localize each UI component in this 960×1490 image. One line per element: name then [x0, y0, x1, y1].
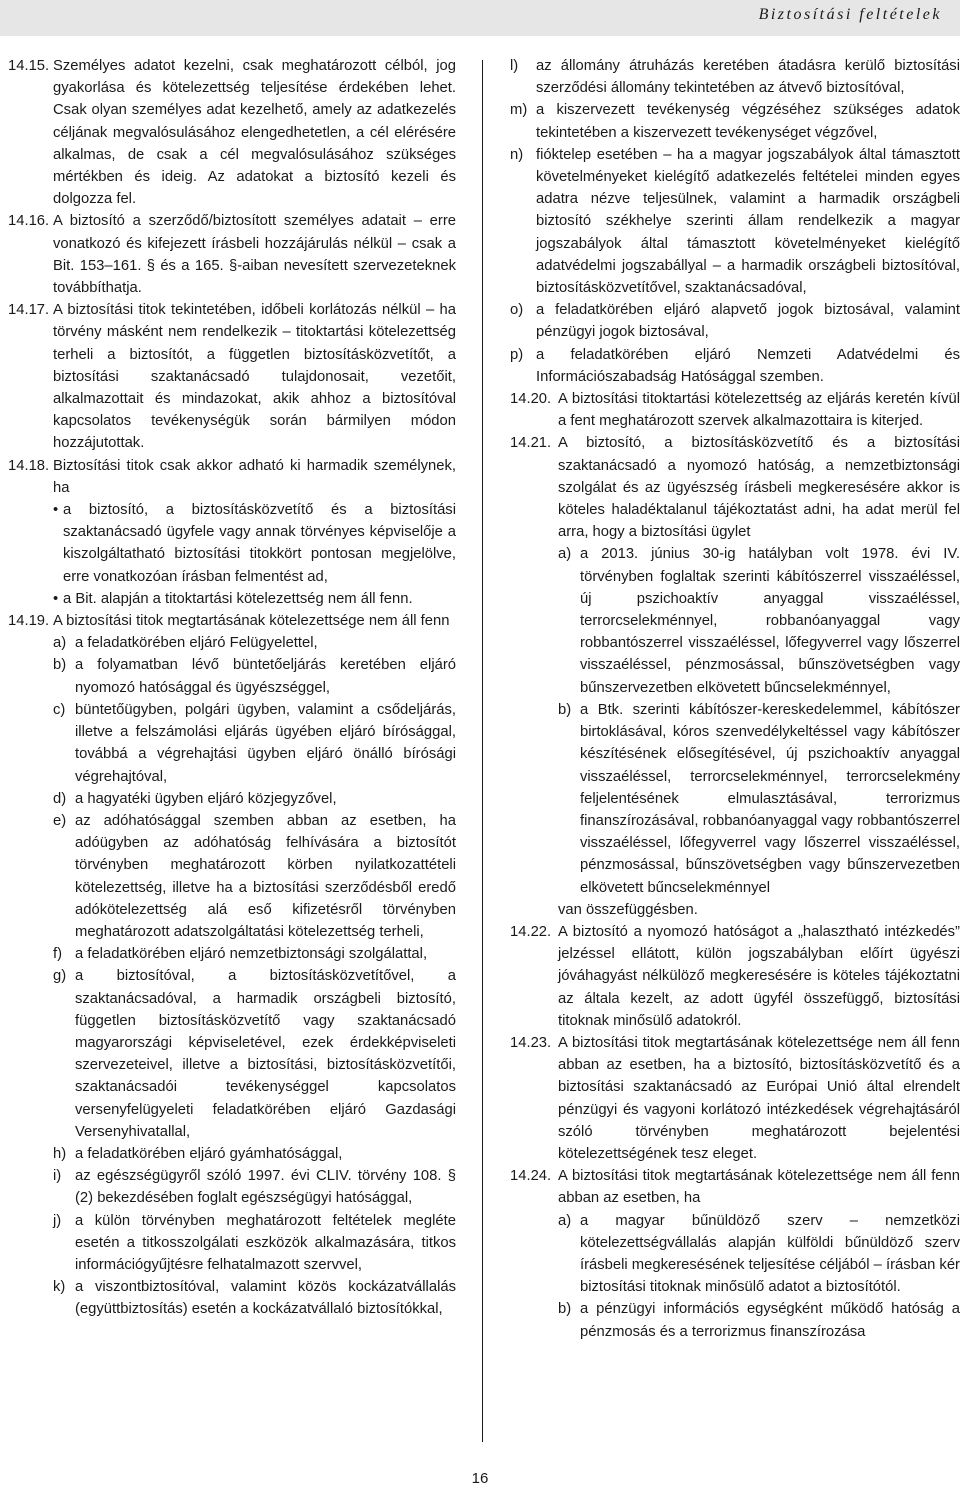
- item-letter: n): [510, 146, 524, 163]
- list-item: [53, 943, 456, 965]
- list-item: [53, 788, 456, 810]
- section-14-23: [510, 1032, 960, 1165]
- item-text: fióktelep esetében – ha a magyar jogszabályok által támasztott követelményeket kielégítő adatkezelés feltételei minden egyes adatra nézve teljesülnek, valamint a harmadik országbeli biztosító székhelye szerinti állam rendelkezik a magyar jogszabályok által támasztott követelményeket kielégítő adatvédelmi jogszabállyal – a harmadik országbeli biztosítóval, biztosításközvetítővel, szaktanácsadóval,: [536, 146, 960, 297]
- section-text: A biztosítási titok megtartásának kötelezettsége nem áll fenn abban az esetben, ha a biztosító, biztosításközvetítő és a biztosítási szaktanácsadó az Európai Unió által elrendelt pénzügyi és vagyoni korlátozó intézkedések végrehajtásáról szóló törvényben meghatározott bejelentési kötelezettségének tesz eleget.: [558, 1034, 960, 1162]
- section-14-20: [510, 388, 960, 432]
- section-text: Biztosítási titok csak akkor adható ki harmadik személynek, ha: [53, 457, 456, 496]
- item-letter: h): [53, 1145, 67, 1162]
- list-item: [510, 55, 960, 99]
- section-number: 14.24.: [510, 1168, 552, 1185]
- item-letter: f): [53, 946, 63, 963]
- item-text: a külön törvényben meghatározott feltételek megléte esetén a titkosszolgálati eszközök alkalmazására, titkos információgyűjtésre felhatalmazott szervvel,: [75, 1212, 456, 1273]
- item-text: az egészségügyről szóló 1997. évi CLIV. törvény 108. § (2) bekezdésében foglalt egészségügyi hatósággal,: [75, 1168, 456, 1207]
- page-number: 16: [471, 1470, 489, 1487]
- section-text: A biztosítási titok megtartásának kötelezettsége nem áll fenn: [53, 613, 450, 630]
- item-letter: m): [510, 102, 528, 119]
- list-item: [510, 144, 960, 299]
- list-item: [510, 99, 960, 143]
- section-number: 14.16.: [8, 213, 50, 230]
- section-number: 14.15.: [8, 58, 50, 74]
- section-14-19: [8, 610, 456, 1321]
- list-item: [53, 632, 456, 654]
- section-text: A biztosítási titok tekintetében, időbeli korlátozás nélkül – ha törvény másként nem rendelkezik – titoktartási kötelezettség terheli a biztosítót, a független biztosításközvetítőt, a biztosítási szaktanácsadó tulajdonosait, vezetőit, alkalmazottait és mindazokat, akik ahhoz a biztosítóval kapcsolatos tevékenységük során bármilyen módon hozzájutottak.: [53, 302, 456, 452]
- list-item: [558, 699, 960, 899]
- item-text: a feladatkörében eljáró alapvető jogok biztosával, valamint pénzügyi jogok biztosával,: [536, 302, 960, 341]
- list-item: [53, 699, 456, 788]
- list-item: [53, 654, 456, 698]
- list-item: [53, 1165, 456, 1209]
- item-letter: d): [53, 790, 67, 807]
- section-tail: van összefüggésben.: [558, 901, 698, 918]
- list-item: [53, 810, 456, 943]
- section-number: 14.19.: [8, 613, 50, 630]
- item-text: büntetőügyben, polgári ügyben, valamint a csődeljárás, illetve a felszámolási eljárás ügyében eljáró bírósággal, továbbá a végrehajtási ügyben eljáró önálló bírósági végrehajtóval,: [75, 701, 456, 785]
- section-text: A biztosító a szerződő/biztosított személyes adatait – erre vonatkozó és kifejezett írásbeli hozzájárulás nélkül – csak a Bit. 153–161. § és a 165. §-aiban nevesített szervezeteknek továbbíthatja.: [53, 213, 456, 297]
- item-text: a hagyatéki ügyben eljáró közjegyzővel,: [75, 790, 337, 807]
- section-number: 14.17.: [8, 302, 50, 319]
- bullet-item: [53, 588, 456, 610]
- list-item: [53, 1143, 456, 1165]
- bullet-text: a biztosító, a biztosításközvetítő és a biztosítási szaktanácsadó ügyfele vagy annak törvényes képviselője a kiszolgáltatható biztosítási titokkört pontosan megjelölve, erre vonatkozóan írásban felmentést ad,: [63, 502, 456, 585]
- item-text: a feladatkörében eljáró Felügyelettel,: [75, 635, 318, 652]
- section-text: A biztosítási titoktartási kötelezettség az eljárás keretén kívül a fent meghatározott szervek alkalmazottaira is kiterjed.: [558, 391, 960, 430]
- item-text: az adóhatósággal szemben abban az esetben, ha adóügyben az adóhatóság felhívására a biztosítót törvényben meghatározott körben nyilatkozattételi kötelezettség, illetve ha a biztosítási szerződésből eredő adókötelezettség alá eső kifizetésről törvényben meghatározott adatszolgáltatási kötelezettség terheli,: [75, 812, 456, 940]
- section-number: 14.22.: [510, 923, 552, 940]
- header-title: Biztosítási feltételek: [758, 6, 942, 23]
- item-letter: a): [558, 546, 572, 563]
- section-body: [558, 432, 960, 920]
- right-column: [510, 55, 960, 1343]
- list-item: [510, 299, 960, 343]
- section-number: 14.20.: [510, 391, 552, 408]
- item-letter: b): [53, 657, 67, 674]
- item-letter: a): [53, 635, 67, 652]
- bullet-dot: •: [53, 590, 59, 607]
- section-14-21: [510, 432, 960, 920]
- section-14-16: [8, 210, 456, 299]
- bullet-text: a Bit. alapján a titoktartási kötelezettség nem áll fenn.: [63, 590, 413, 607]
- list-item: [510, 344, 960, 388]
- item-text: a feladatkörében eljáró nemzetbiztonsági szolgálattal,: [75, 946, 428, 963]
- section-body: [558, 1165, 960, 1343]
- item-text: a feladatkörében eljáró gyámhatósággal,: [75, 1145, 343, 1162]
- item-text: a biztosítóval, a biztosításközvetítővel, a szaktanácsadóval, a harmadik országbeli biztosító, független biztosításközvetítő vagy szaktanácsadó magyarországi képviseletével, ezek érdekképviseleti szervezeteivel, illetve a biztosítási, biztosításközvetítői, szaktanácsadói tevékenységgel kapcsolatos versenyfelügyeleti feladatkörében eljáró Gazdasági Versenyhivatallal,: [75, 968, 456, 1140]
- section-number: 14.21.: [510, 435, 552, 452]
- item-text: az állomány átruházás keretében átadásra kerülő biztosítási szerződési állomány tekintetében az átvevő biztosítóval,: [536, 58, 960, 97]
- section-number: 14.18.: [8, 457, 50, 474]
- list-item: [53, 965, 456, 1143]
- item-letter: b): [558, 1301, 572, 1318]
- item-text: a feladatkörében eljáró Nemzeti Adatvédelmi és Információszabadság Hatósággal szemben.: [536, 346, 960, 385]
- column-divider: [482, 60, 483, 1442]
- section-number: 14.23.: [510, 1034, 552, 1051]
- section-text: A biztosító, a biztosításközvetítő és a biztosítási szaktanácsadó a nyomozó hatóság, a nemzetbiztonsági szolgálat és az ügyészség írásbeli megkeresésére akkor is köteles haladéktalanul tájékoztatást adni, ha adat merül fel arra, hogy a biztosítási ügylet: [558, 435, 960, 541]
- section-14-18: [8, 455, 456, 610]
- item-letter: e): [53, 812, 67, 829]
- section-text: A biztosítási titok megtartásának kötelezettsége nem áll fenn abban az esetben, ha: [558, 1168, 960, 1207]
- item-letter: j): [53, 1212, 62, 1229]
- list-item: [558, 543, 960, 698]
- item-letter: l): [510, 58, 519, 74]
- item-letter: k): [53, 1279, 66, 1296]
- item-letter: o): [510, 302, 524, 319]
- item-text: a magyar bűnüldöző szerv – nemzetközi kötelezettségvállalás alapján külföldi bűnüldöző szerv írásbeli megkeresésének teljesítése céljából – írásban kér biztosítási titoknak minősülő adatot a biztosítótól.: [580, 1212, 960, 1296]
- list-item: [558, 1298, 960, 1342]
- list-item: [53, 1276, 456, 1320]
- section-14-15: [8, 55, 456, 210]
- item-letter: a): [558, 1212, 572, 1229]
- header-bar: [0, 0, 960, 36]
- item-text: a Btk. szerinti kábítószer-kereskedelemmel, kábítószer birtoklásával, kóros szenvedélykeltéssel vagy kábítószer készítésének elősegítésével, új pszichoaktív anyaggal visszaéléssel, terrorcselekménnyel, terrorcselekmény feljelentésének elmulasztásával, terrorizmus finanszírozásával, robbanóanyaggal vagy robbantószerrel visszaéléssel, lőfegyverrel vagy lőszerrel visszaéléssel, pénzmosással, bűnszövetségben vagy bűnszervezetben elkövetett bűncselekménnyel: [580, 701, 960, 896]
- section-text: Személyes adatot kezelni, csak meghatározott célból, jog gyakorlása és kötelezettség teljesítése érdekében lehet. Csak olyan személyes adat kezelhető, amely az adatkezelés céljának megvalósulásához elengedhetetlen, a cél elérésére alkalmas, de csak a cél megvalósulásához szükséges mértékben és ideig. Az adatokat a biztosító kezeli és dolgozza fel.: [53, 58, 456, 208]
- bullet-item: [53, 499, 456, 588]
- item-letter: g): [53, 968, 67, 985]
- section-body: [53, 455, 456, 610]
- section-text: A biztosító a nyomozó hatóságot a „halasztható intézkedés” jelzéssel ellátott, külön jogszabályban előírt ügyészi jóváhagyást nélkülöző megkeresésére is köteles tájékoztatni az általa kezelt, az adott ügyfél összefüggő, biztosítási titoknak minősülő adatokról.: [558, 923, 960, 1029]
- item-text: a pénzügyi információs egységként működő hatóság a pénzmosás és a terrorizmus finanszírozása: [580, 1301, 960, 1340]
- bullet-dot: •: [53, 502, 59, 519]
- item-text: a viszontbiztosítóval, valamint közös kockázatvállalás (együttbiztosítás) esetén a kockázatvállaló biztosítókkal,: [75, 1279, 456, 1318]
- item-letter: c): [53, 701, 66, 718]
- left-column: [8, 55, 456, 1321]
- section-body: [53, 610, 456, 1321]
- section-14-22: [510, 921, 960, 1032]
- item-text: a folyamatban lévő büntetőeljárás keretében eljáró nyomozó hatósággal és ügyészséggel,: [75, 657, 456, 696]
- list-item: [558, 1210, 960, 1299]
- section-14-24: [510, 1165, 960, 1343]
- item-letter: i): [53, 1168, 62, 1185]
- item-text: a 2013. június 30-ig hatályban volt 1978. évi IV. törvényben foglaltak szerinti kábítószerrel visszaéléssel, új pszichoaktív anyaggal visszaéléssel, terrorcselekménnyel, robbanóanyaggal vagy robbantószerrel visszaéléssel, lőfegyverrel vagy lőszerrel visszaéléssel, pénzmosással, bűnszövetségben vagy bűnszervezetben elkövetett bűncselekménnyel,: [580, 546, 960, 696]
- item-letter: b): [558, 701, 572, 718]
- item-text: a kiszervezett tevékenység végzéséhez szükséges adatok tekintetében a kiszervezett tevékenységet végzővel,: [536, 102, 960, 141]
- section-14-17: [8, 299, 456, 454]
- list-item: [53, 1210, 456, 1277]
- item-letter: p): [510, 346, 524, 363]
